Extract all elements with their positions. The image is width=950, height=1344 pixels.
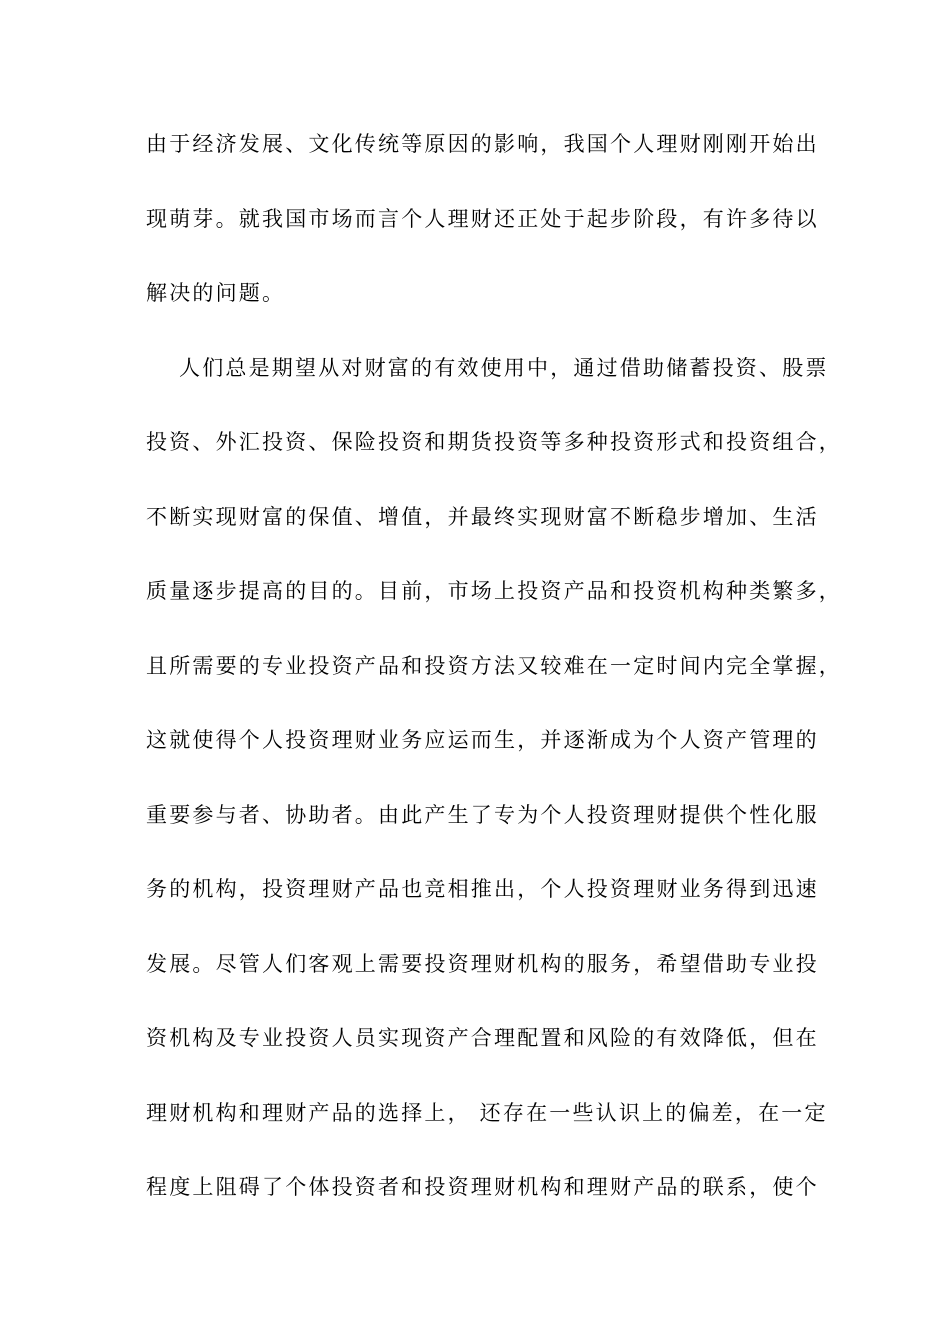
text-line-15: 程度上阻碍了个体投资者和投资理财机构和理财产品的联系，使个	[146, 1175, 819, 1199]
text-line-3: 解决的问题。	[146, 281, 286, 305]
text-line-12: 发展。尽管人们客观上需要投资理财机构的服务，希望借助专业投	[146, 951, 819, 976]
text-line-4: 人们总是期望从对财富的有效使用中，通过借助储蓄投资、股票	[179, 355, 829, 380]
text-line-8: 且所需要的专业投资产品和投资方法又较难在一定时间内完全掌握，	[146, 653, 842, 678]
text-line-13: 资机构及专业投资人员实现资产合理配置和风险的有效降低，但在	[146, 1026, 819, 1050]
text-line-7: 质量逐步提高的目的。目前，市场上投资产品和投资机构种类繁多，	[146, 579, 842, 603]
text-line-14: 理财机构和理财产品的选择上， 还存在一些认识上的偏差，在一定	[146, 1100, 828, 1125]
text-line-11: 务的机构，投资理财产品也竞相推出，个人投资理财业务得到迅速	[146, 877, 819, 901]
text-line-2: 现萌芽。就我国市场而言个人理财还正处于起步阶段，有许多待以	[146, 206, 819, 231]
text-line-10: 重要参与者、协助者。由此产生了专为个人投资理财提供个性化服	[146, 802, 819, 827]
text-line-6: 不断实现财富的保值、增值，并最终实现财富不断稳步增加、生活	[146, 504, 819, 529]
text-line-5: 投资、外汇投资、保险投资和期货投资等多种投资形式和投资组合，	[146, 430, 842, 454]
body-text	[146, 132, 842, 1252]
text-line-9: 这就使得个人投资理财业务应运而生，并逐渐成为个人资产管理的	[146, 728, 819, 752]
text-line-1: 由于经济发展、文化传统等原因的影响，我国个人理财刚刚开始出	[146, 132, 819, 156]
